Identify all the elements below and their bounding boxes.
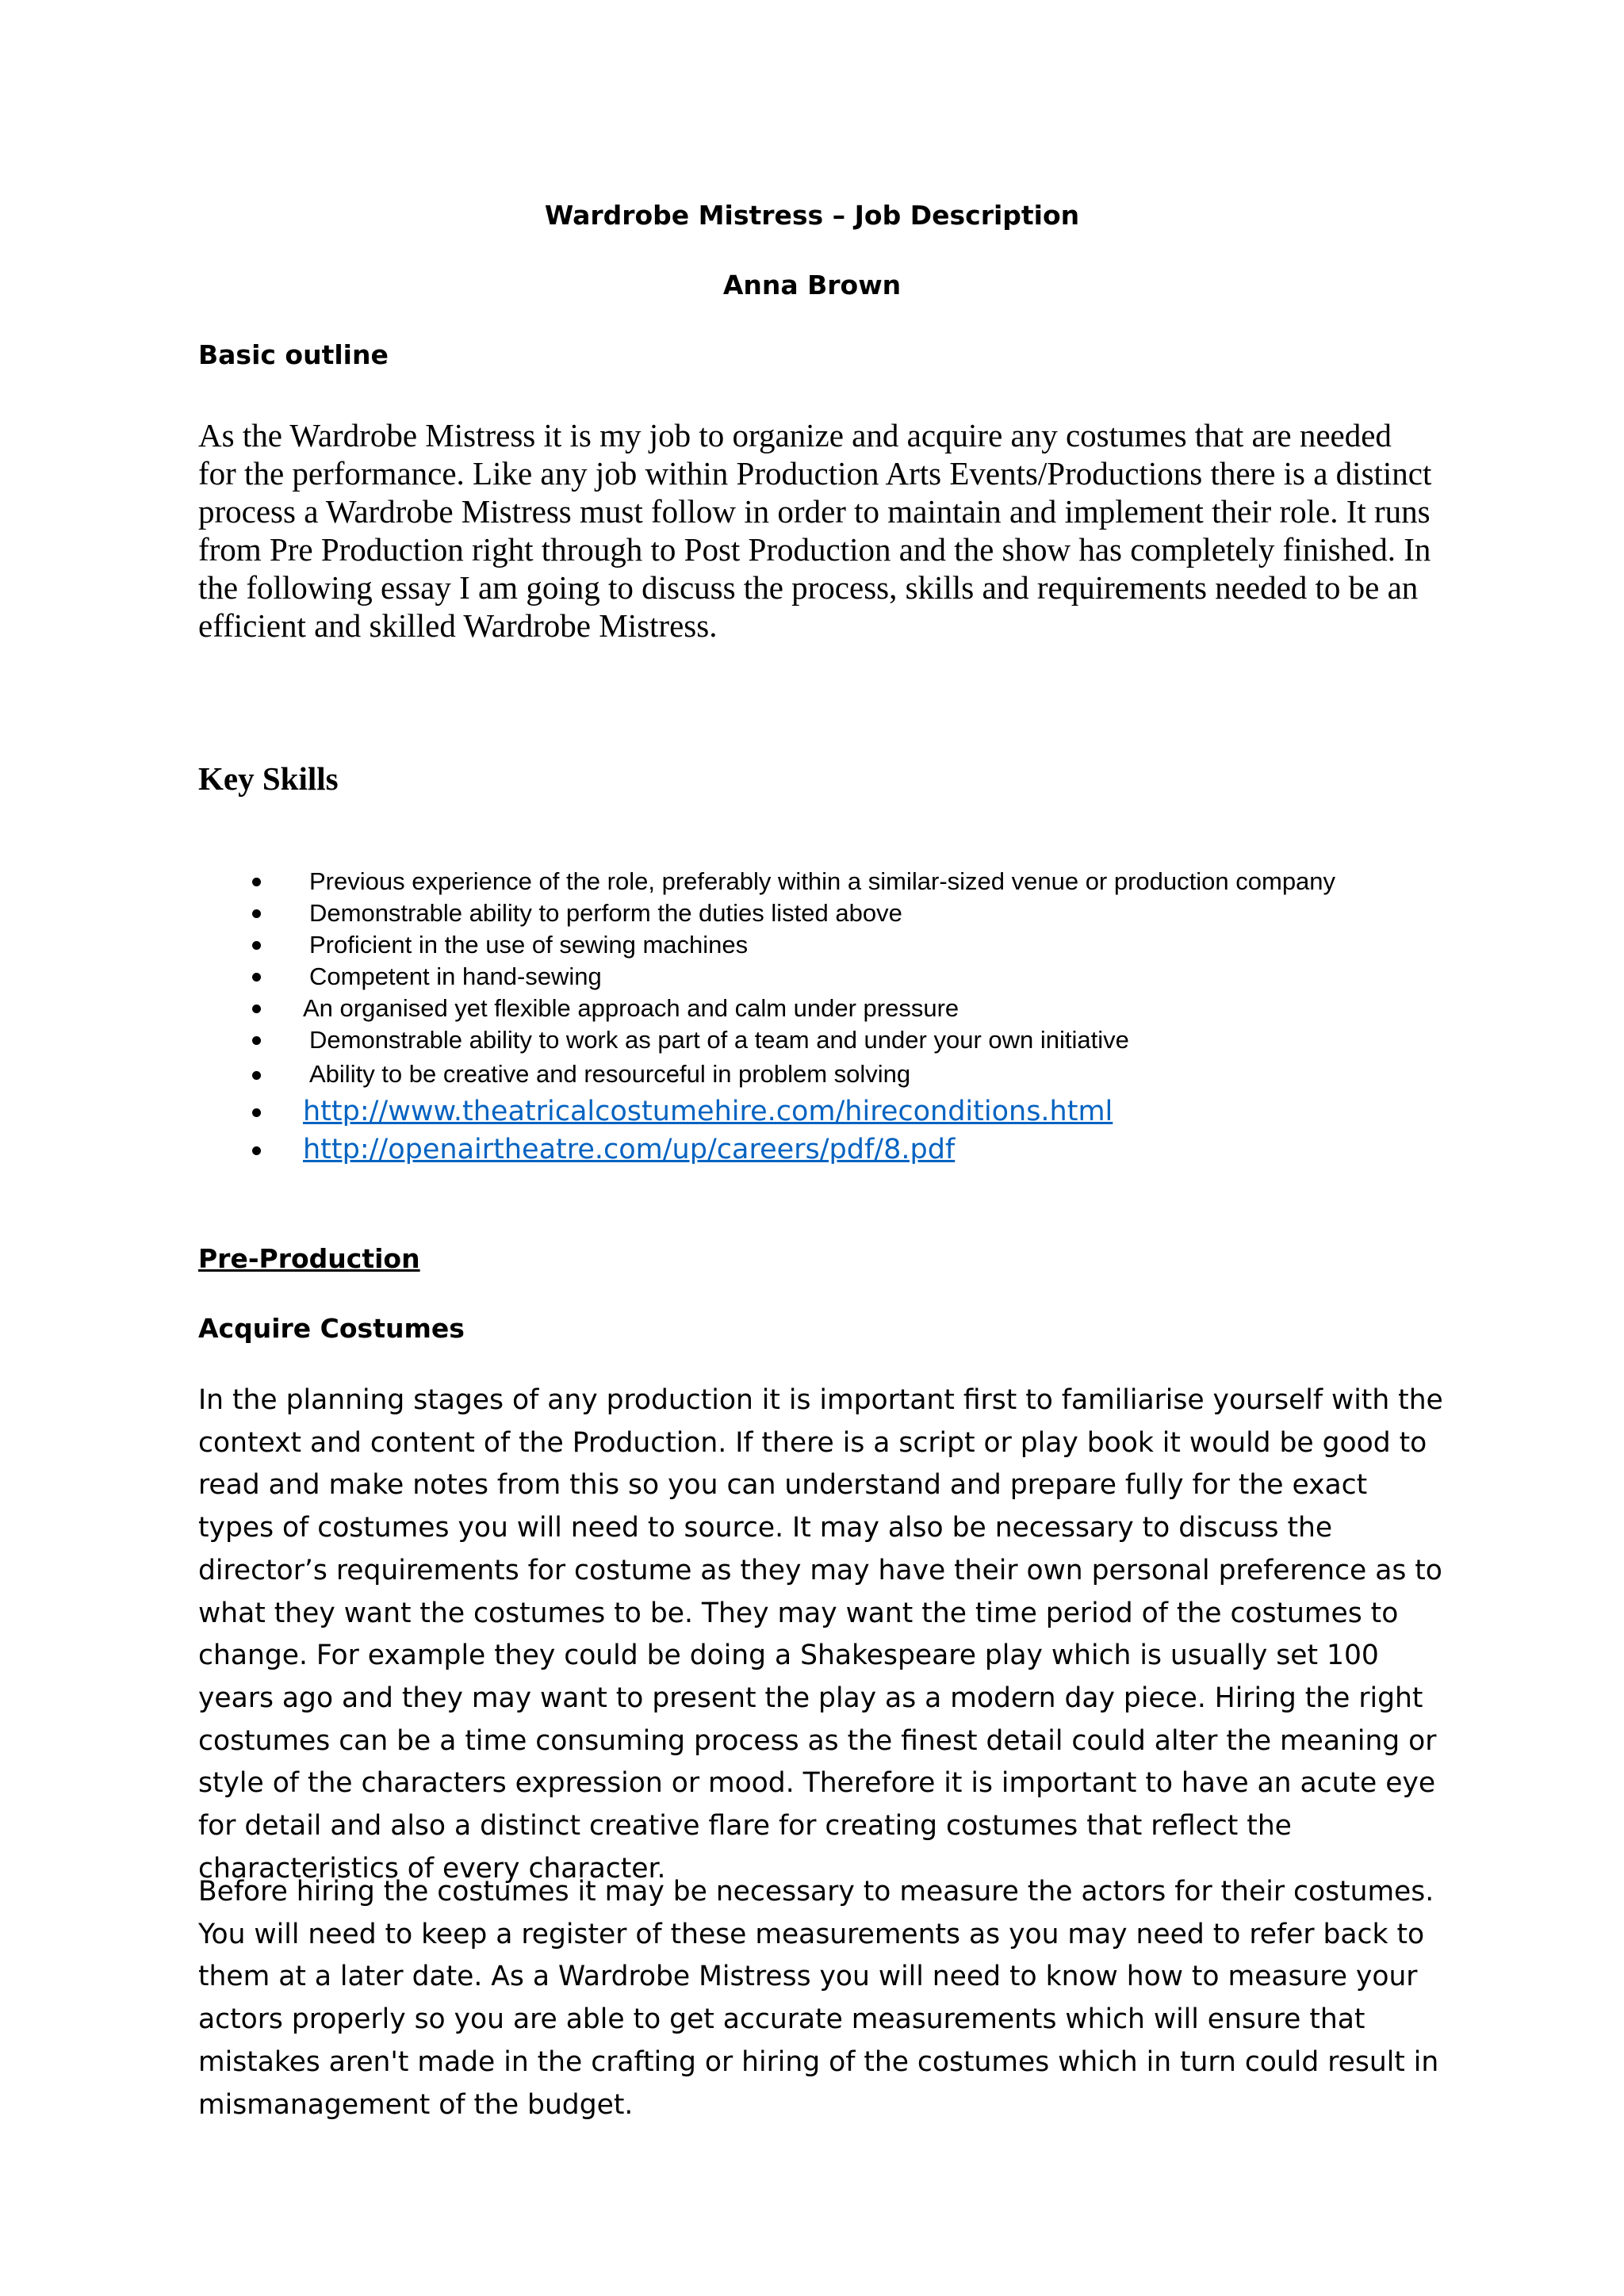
skill-text: Proficient in the use of sewing machines (309, 931, 749, 959)
measurements-paragraph: Before hiring the costumes it may be necessary to measure the actors for their costumes. You will need to keep a register of these measurements as you may need to refer back to them at a later date. As a Wardrobe Mistress you will need to know how to measure your actors properly so you are able to get accurate measurements which will ensure that mistakes aren't made in the crafting or hiring of the costumes which in turn could result in mismanagement of the budget. (198, 1876, 1439, 2121)
bullet-icon (252, 941, 261, 950)
skill-text: Previous experience of the role, preferably within a similar-sized venue or production company (309, 867, 1336, 895)
basic-outline-heading: Basic outline (198, 339, 389, 370)
intro-paragraph: As the Wardrobe Mistress it is my job to organize and acquire any costumes that are needed for the performance. Like any job within Production Arts Events/Productions there is a distinct process a Wardrobe Mistress must follow in order to maintain and implement their role. It runs from Pre Production right through to Post Production and the show has completely finished. In the following essay I am going to discuss the process, skills and requirements needed to be an efficient and skilled Wardrobe Mistress. (198, 417, 1432, 644)
bullet-icon (252, 1146, 261, 1155)
document-title: Wardrobe Mistress – Job Description (544, 200, 1080, 231)
acquire-costumes-heading: Acquire Costumes (198, 1313, 465, 1344)
bullet-icon (252, 1036, 261, 1045)
list-item (0, 1024, 1624, 1056)
list-item (0, 929, 1624, 961)
bullet-icon (252, 1004, 261, 1013)
list-item (0, 1093, 1624, 1131)
list-item (0, 1056, 1624, 1093)
bullet-icon (252, 1108, 261, 1117)
list-item (0, 993, 1624, 1024)
key-skills-heading: Key Skills (198, 760, 339, 797)
list-item (0, 866, 1624, 897)
pre-production-heading: Pre-Production (198, 1243, 420, 1274)
list-item (0, 1131, 1624, 1169)
skill-text: Demonstrable ability to perform the duties listed above (309, 899, 902, 927)
list-item (0, 897, 1624, 929)
author-name: Anna Brown (722, 270, 902, 300)
skill-text: An organised yet flexible approach and calm under pressure (303, 994, 959, 1022)
list-item (0, 961, 1624, 993)
skill-text: Demonstrable ability to work as part of a team and under your own initiative (309, 1026, 1129, 1054)
theatrical-costume-hire-link[interactable]: http://www.theatricalcostumehire.com/hireconditions.html (303, 1096, 1113, 1127)
bullet-icon (252, 973, 261, 982)
key-skills-list (0, 866, 1624, 1169)
acquire-costumes-paragraph: In the planning stages of any production it is important first to familiarise yourself with the context and content of the Production. If there is a script or play book it would be good to read and make notes from this so you can understand and prepare fully for the exact types of costumes you will need to source. It may also be necessary to discuss the director’s requirements for costume as they may have their own personal preference as to what they want the costumes to be. They may want the time period of the costumes to change. For example they could be doing a Shakespeare play which is usually set 100 years ago and they may want to present the play as a modern day piece. Hiring the right costumes can be a time consuming process as the finest detail could alter the meaning or style of the characters expression or mood. Therefore it is important to have an acute eye for detail and also a distinct creative flare for creating costumes that reflect the characteristics of every character. (198, 1384, 1443, 1885)
bullet-icon (252, 878, 261, 886)
bullet-icon (252, 909, 261, 918)
skill-text: Ability to be creative and resourceful in problem solving (309, 1060, 911, 1088)
open-air-theatre-link[interactable]: http://openairtheatre.com/up/careers/pdf/8.pdf (303, 1134, 956, 1165)
skill-text: Competent in hand-sewing (309, 962, 602, 990)
bullet-icon (252, 1071, 261, 1080)
